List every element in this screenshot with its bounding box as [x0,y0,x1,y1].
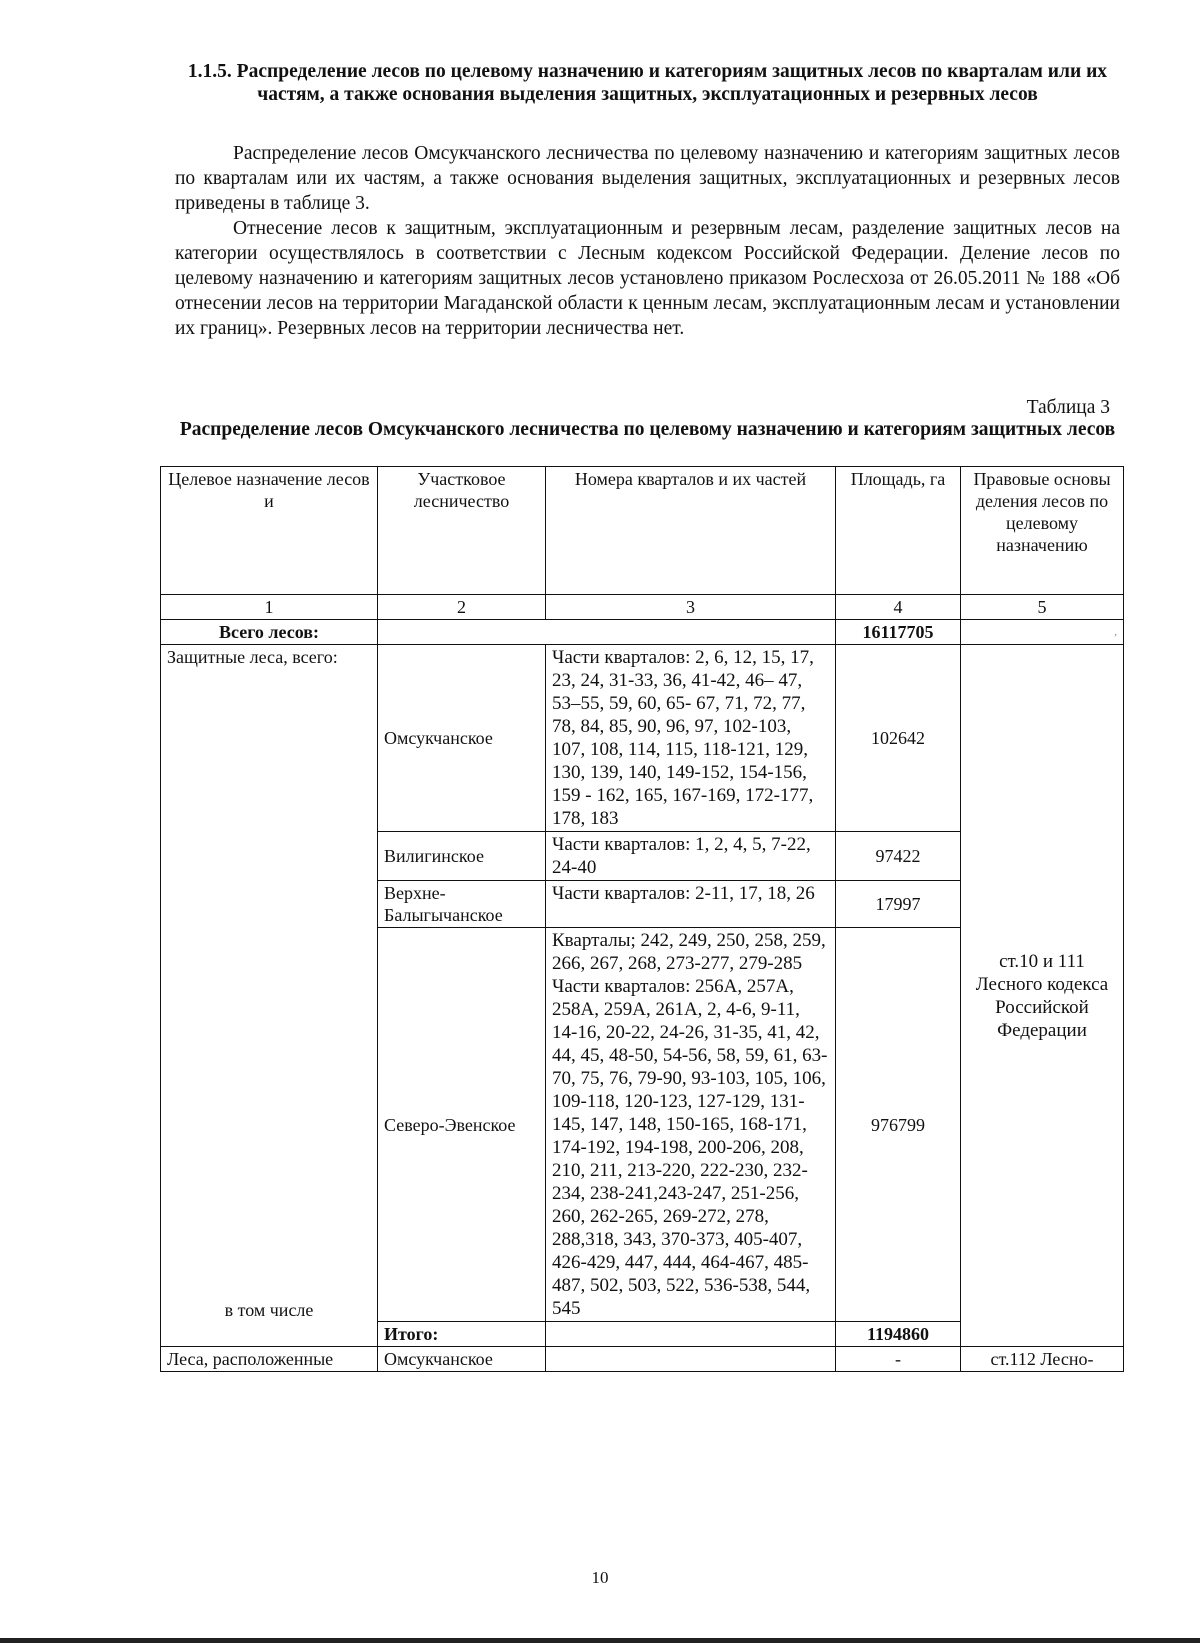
area-value: 17997 [836,881,961,928]
paragraph-2: Отнесение лесов к защитным, эксплуатационным и резервным лесам, разделение защитных лесов на категории осуществлялось в соответствии с Лесным кодексом Российской Федерации. Деление лесов по целевому назначению и категориям защитных лесов установлено приказом Рослесхоза от 26.05.2011 № 188 «Об отнесении лесов на территории Магаданской области к ценным лесам, эксплуатационным лесам и установлении их границ». Резервных лесов на территории лесничества нет. [175,218,1120,339]
forestry-name: Северо-Эвенское [378,928,546,1322]
header-area: Площадь, га [836,467,961,595]
forest-distribution-table [160,466,1124,1372]
header-quarters: Номера кварталов и их частей [546,467,836,595]
category-label: Леса, расположенные [161,1347,378,1372]
subtotal-label: Итого: [378,1322,546,1347]
total-empty [378,620,836,645]
protective-label: Защитные леса, всего: [161,645,378,832]
total-area: 16117705 [836,620,961,645]
total-label: Всего лесов: [161,620,378,645]
table-title: Распределение лесов Омсукчанского лесничества по целевому назначению и категориям защитных лесов [179,419,1116,440]
quarter-list: Части кварталов: 2, 6, 12, 15, 17, 23, 24, 31-33, 36, 41-42, 46– 47, 53–55, 59, 60, 65- 67, 71, 72, 77, 78, 84, 85, 90, 96, 97, 102-103, 107, 108, 114, 115, 118-121, 129, 130, 139, 140, 149-152, 154-156, 159 - 162, 165, 167-169, 172-177, 178, 183 [546,645,836,832]
subtotal-empty [546,1322,836,1347]
page-number: 10 [591,1568,609,1587]
col-number-5: 5 [961,595,1124,620]
col-number-2: 2 [378,595,546,620]
scan-edge-rule [0,1638,1200,1643]
paragraph-1: Распределение лесов Омсукчанского лесничества по целевому назначению и категориям защитных лесов по кварталам или их частям, а также основания выделения защитных, эксплуатационных и резервных лесов приведены в таблице 3. [175,143,1120,214]
subtotal-area: 1194860 [836,1322,961,1347]
col-number-3: 3 [546,595,836,620]
column-number-row [161,595,1124,620]
header-purpose: Целевое назначение лесов и [161,467,378,595]
quarters-partial: Части кварталов: 256А, 257А, 258А, 259А, 261А, 2, 4-6, 9-11, 14-16, 20-22, 24-26, 31-35, 41, 42, 44, 45, 48-50, 54-56, 58, 59, 61, 63-70, 75, 76, 79-90, 93-103, 105, 106, 109-118, 120-123, 127-129, 131-145, 147, 148, 150-165, 168-171, 174-192, 194-198, 200-206, 208, 210, 211, 213-220, 222-230, 232-234, 238-241,243-247, 251-256, 260, 262-265, 269-272, 278, 288,318, 343, 370-373, 405-407, 426-429, 447, 444, 464-467, 485-487, 502, 503, 522, 536-538, 544, 545 [552,976,828,1319]
category-continued [161,1322,378,1347]
col-number-1: 1 [161,595,378,620]
forestry-name: Омсукчанское [378,645,546,832]
legal-basis: ст.112 Лесно- [961,1347,1124,1372]
category-continued [161,832,378,881]
header-forestry: Участковое лесничество [378,467,546,595]
quarters-full: Кварталы; 242, 249, 250, 258, 259, 266, 267, 268, 273-277, 279-285 [552,930,826,974]
last-row [161,1347,1124,1372]
area-value: - [836,1347,961,1372]
forestry-name: Верхне-Балыгычанское [378,881,546,928]
header-legal: Правовые основы деления лесов по целевому назначению [961,467,1124,595]
area-value: 976799 [836,928,961,1322]
table-header-row [161,467,1124,595]
total-mark: , [961,620,1124,645]
category-continued [161,881,378,928]
area-value: 102642 [836,645,961,832]
area-value: 97422 [836,832,961,881]
quarter-list [546,928,836,1322]
including-label: в том числе [161,928,378,1322]
quarter-list: Части кварталов: 2-11, 17, 18, 26 [546,881,836,928]
section-body [175,141,1120,341]
section-heading: 1.1.5. Распределение лесов по целевому назначению и категориям защитных лесов по кварталам или их частям, а также основания выделения защитных, эксплуатационных и резервных лесов [187,61,1108,105]
legal-basis: ст.10 и 111 Лесного кодекса Российской Федерации [961,645,1124,1347]
col-number-4: 4 [836,595,961,620]
table-label: Таблица 3 [1026,397,1110,418]
forestry-name: Омсукчанское [378,1347,546,1372]
quarter-list: Части кварталов: 1, 2, 4, 5, 7-22, 24-40 [546,832,836,881]
protective-row-omsukchan [161,645,1124,832]
total-forests-row [161,620,1124,645]
quarter-list [546,1347,836,1372]
forestry-name: Вилигинское [378,832,546,881]
